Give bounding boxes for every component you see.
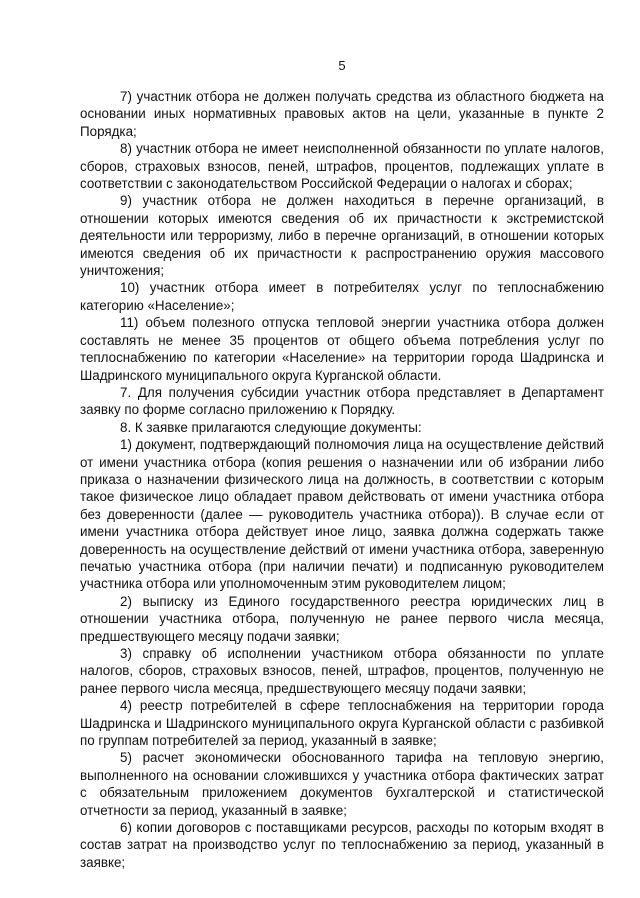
paragraph-clause-7: 7. Для получения субсидии участник отбора представляет в Департамент заявку по форме согласно приложению к Порядку. [80, 384, 604, 418]
paragraph-doc-5: 5) расчет экономически обоснованного тарифа на тепловую энергию, выполненного на основании сложившихся у участника отбора фактических затрат с обязательным приложением документов бухгалтерской и статистической отчетности за период, указанный в заявке; [80, 750, 604, 818]
paragraph-doc-4: 4) реестр потребителей в сфере теплоснабжения на территории города Шадринска и Шадринского муниципального округа Курганской области с разбивкой по группам потребителей за период, указанный в заявке; [80, 698, 604, 749]
paragraph-doc-3: 3) справку об исполнении участником отбора обязанности по уплате налогов, сборов, страховых взносов, пеней, штрафов, процентов, полученную не ранее первого числа месяца, предшествующего месяцу подачи заявки; [80, 646, 604, 696]
paragraph-10-criterion: 10) участник отбора имеет в потребителях услуг по теплоснабжению категорию «Население»; [80, 280, 604, 313]
paragraph-8-criterion: 8) участник отбора не имеет неисполненной обязанности по уплате налогов, сборов, страховых взносов, пеней, штрафов, процентов, подлежащих уплате в соответствии с законодательством Российской Федерации о налогах и сборах; [80, 141, 604, 192]
paragraph-7-criterion: 7) участник отбора не должен получать средства из областного бюджета на основании иных нормативных правовых актов на цели, указанные в пункте 2 Порядка; [80, 89, 604, 139]
paragraph-doc-1: 1) документ, подтверждающий полномочия лица на осуществление действий от имени участника отбора (копия решения о назначении или об избрании либо приказа о назначении физического лица на должность, в соответствии с которым такое физическое лицо обладает правом действовать от имени участника отбора без доверенности (далее — руководитель участника отбора)). В случае если от имени участника отбора действует иное лицо, заявка должна содержать также доверенность на осуществление действий от имени участника отбора, заверенную печатью участника отбора (при наличии печати) и подписанную руководителем участника отбора или уполномоченным этим руководителем лицом; [80, 437, 604, 592]
page-number: 5 [338, 58, 346, 73]
paragraph-doc-6: 6) копии договоров с поставщиками ресурсов, расходы по которым входят в состав затрат на производство услуг по теплоснабжению за период, указанный в заявке; [80, 820, 604, 870]
document-body [80, 88, 604, 871]
paragraph-doc-2: 2) выписку из Единого государственного реестра юридических лиц в отношении участника отбора, полученную не ранее первого числа месяца, предшествующего месяцу подачи заявки; [80, 593, 604, 644]
paragraph-clause-8: 8. К заявке прилагаются следующие документы: [120, 419, 422, 435]
paragraph-11-criterion: 11) объем полезного отпуска тепловой энергии участника отбора должен составлять не менее 35 процентов от общего объема потребления услуг по теплоснабжению по категории «Население» на территории города Шадринска и Шадринского муниципального округа Курганской области. [80, 315, 604, 383]
paragraph-9-criterion: 9) участник отбора не должен находиться в перечне организаций, в отношении которых имеются сведения об их причастности к экстремистской деятельности или терроризму, либо в перечне организаций, в отношении которых имеются сведения об их причастности к распространению оружия массового уничтожения; [80, 193, 604, 279]
